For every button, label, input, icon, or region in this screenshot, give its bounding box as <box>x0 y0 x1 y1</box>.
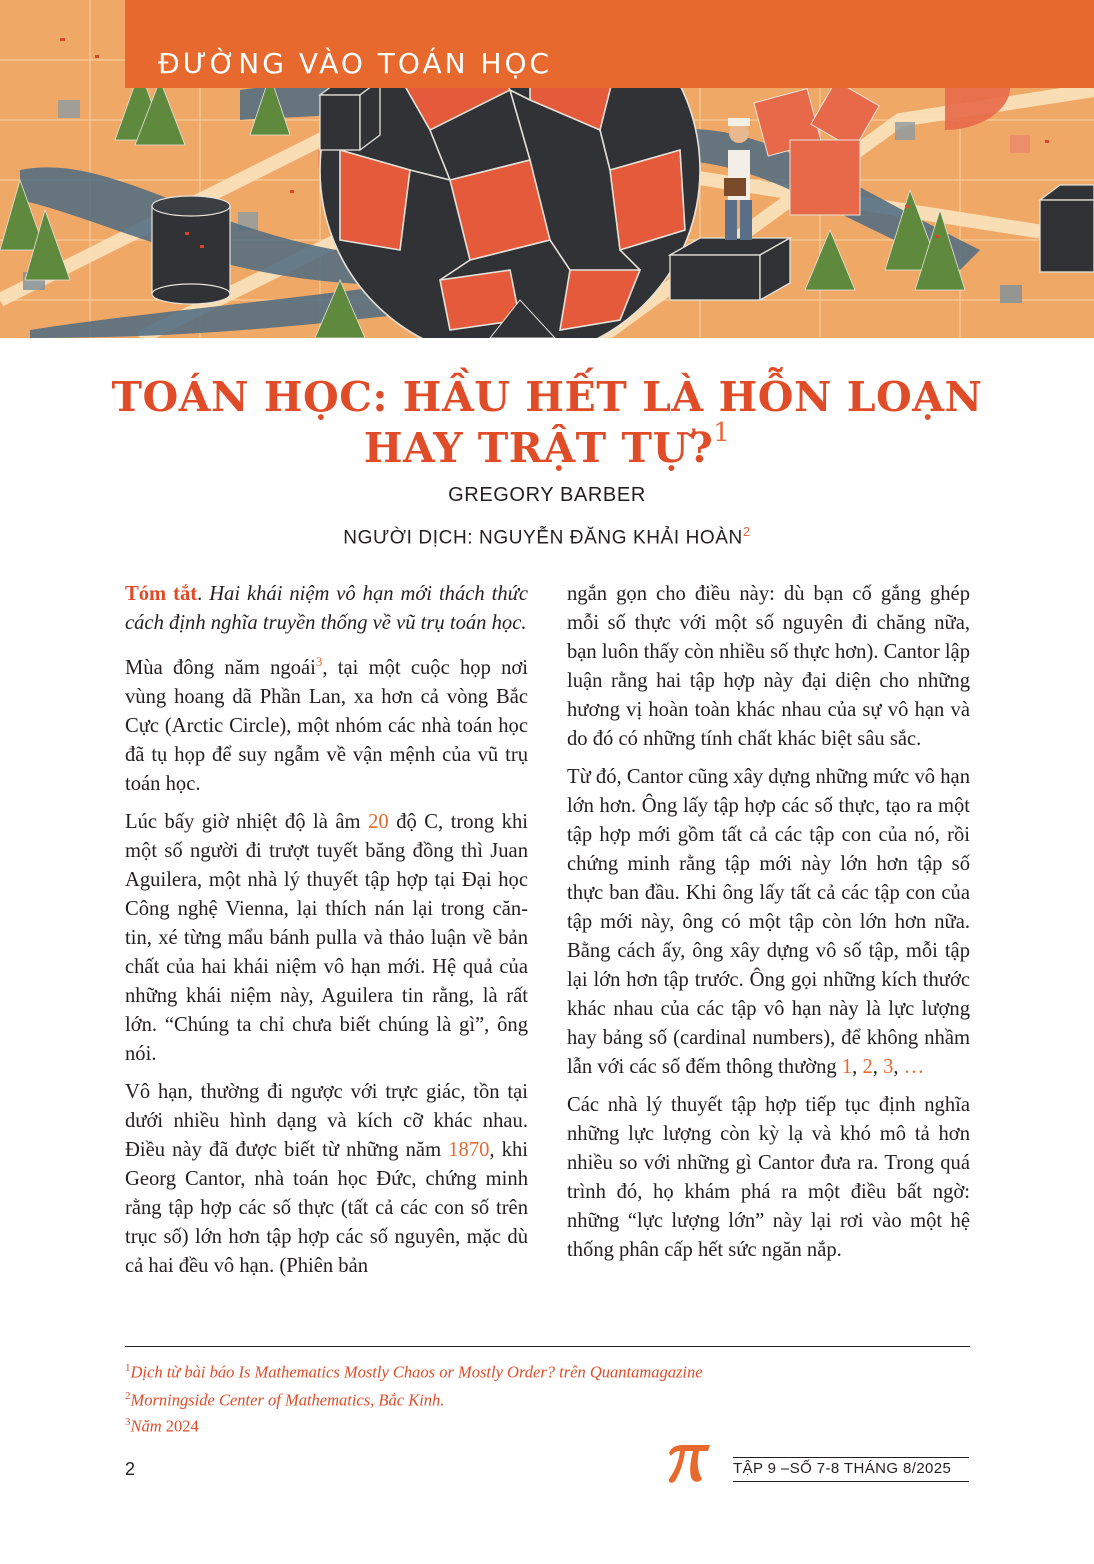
article-title-line-1: TOÁN HỌC: HẦU HẾT LÀ HỖN LOẠN <box>111 373 983 421</box>
abstract-label: Tóm tắt <box>125 583 198 605</box>
title-footnote-marker[interactable]: 1 <box>713 418 731 449</box>
header-illustration <box>0 0 1094 338</box>
author-name: GREGORY BARBER <box>448 484 646 506</box>
issue-rule-top <box>733 1457 969 1458</box>
footnote-2: $^2$Morningside Center of Mathematics, Bắc Kinh. <box>125 1390 445 1410</box>
abstract: Tóm tắt. Hai khái niệm vô hạn mới thách thức cách định nghĩa truyền thống về vũ trụ toán học. <box>125 583 528 634</box>
number-highlight: 20 <box>368 810 389 833</box>
cylinder <box>152 196 230 304</box>
issue-info: TẬP 9 –SỐ 7-8 THÁNG 8/2025 <box>733 1460 952 1477</box>
body-column-left <box>125 580 528 1290</box>
paragraph-3-text-left: , khi Georg Cantor, nhà toán học Đức, chứng minh rằng tập hợp các số thực (tất cả các con số trên trục số) lớn hơn tập hợp các số nguyên, mặc dù cả hai đều vô hạn. (Phiên bản <box>125 1138 528 1277</box>
paragraph-1: Mùa đông năm ngoái$^3$, tại một cuộc họp nơi vùng hoang dã Phần Lan, xa hơn cả vòng Bắc Cực (Arctic Circle), một nhóm các nhà toán học đã tụ họp để suy ngẫm về vận mệnh của vũ trụ toán học. <box>125 654 529 795</box>
issue-rule-bottom <box>733 1481 969 1482</box>
paragraph-4: Từ đó, Cantor cũng xây dựng những mức vô hạn lớn hơn. Ông lấy tập hợp các số thực, tạo ra một tập hợp mới gồm tất cả các tập con của nó, rồi chứng minh rằng tập mới này lớn hơn tập số thực ban đầu. Khi ông lấy tất cả các tập con của tập mới này, ông có một tập còn lớn hơn nữa. Bằng cách ấy, ông xây dựng vô số tập, mỗi tập lại lớn hơn tập trước. Ông gọi những kích thước khác nhau của các tập vô hạn này là lực lượng hay bảng số (cardinal numbers), để không nhầm lẫn với các số đếm thông thường 1, 2, 3, … <box>567 766 970 1078</box>
translator-footnote-marker[interactable]: 2 <box>742 524 751 539</box>
article-title-line-2: HAY TRẬT TỰ?$^1$ <box>363 418 731 472</box>
paragraph-3-text-right: ngắn gọn cho điều này: dù bạn cố gắng ghép mỗi số thực với một số nguyên đi chăng nữa, bạn luôn thấy còn nhiều số thực hơn). Cantor lập luận rằng hai tập hợp này đại diện cho những hương vị hoàn toàn khác nhau của sự vô hạn và do đó có những tính chất khác biệt sâu sắc. <box>567 583 970 750</box>
abstract-text: Hai khái niệm vô hạn mới thách thức cách định nghĩa truyền thống về vũ trụ toán học. <box>125 583 528 634</box>
paragraph-5: Các nhà lý thuyết tập hợp tiếp tục định nghĩa những lực lượng còn kỳ lạ và khó mô tả hơn nhiều so với những gì Cantor đưa ra. Trong quá trình đó, họ khám phá ra một điều bất ngờ: những “lực lượng lớn” này lại rơi vào một hệ thống phân cấp hết sức ngăn nắp. <box>567 1094 970 1261</box>
paragraph-3-start: Vô hạn, thường đi ngược với trực giác, tồn tại dưới nhiều hình dạng và kích cỡ khác nhau. Điều này đã được biết từ những năm 1870, khi Georg Cantor, nhà toán học Đức, chứng minh rằng tập hợp các số thực (tất cả các con số trên trục số) lớn hơn tập hợp các số nguyên, mặc dù cả hai đều vô hạn. (Phiên bản <box>125 1080 528 1277</box>
translator-line: NGƯỜI DỊCH: NGUYỄN ĐĂNG KHẢI HOÀN$^2$ <box>343 524 751 549</box>
footnote-divider <box>125 1346 970 1347</box>
paragraph-3-continued <box>567 580 970 754</box>
page-number: 2 <box>125 1459 136 1479</box>
section-label: ĐƯỜNG VÀO TOÁN HỌC <box>158 47 553 80</box>
pi-logo-icon <box>666 1441 712 1485</box>
year-highlight: 1870 <box>448 1138 490 1161</box>
footnote-1: $^1$Dịch từ bài báo Is Mathematics Mostly Chaos or Mostly Order? trên Quantamagazine <box>125 1362 703 1382</box>
footnote-marker-3[interactable]: 3 <box>315 654 323 669</box>
paragraph-2: Lúc bấy giờ nhiệt độ là âm 20 độ C, trong khi một số người đi trượt tuyết băng đồng thì Juan Aguilera, một nhà lý thuyết tập hợp tại Đại học Công nghệ Vienna, lại thích nán lại trong căn-tin, xé từng mẩu bánh pulla và thảo luận về bản chất của hai khái niệm vô hạn mới. Hệ quả của những khái niệm này, Aguilera tin rằng, là rất lớn. “Chúng ta chỉ chưa biết chúng là gì”, ông nói. <box>125 810 529 1065</box>
body-column-right <box>567 580 970 1274</box>
footnote-3: $^3$Năm 2024 <box>125 1416 199 1436</box>
